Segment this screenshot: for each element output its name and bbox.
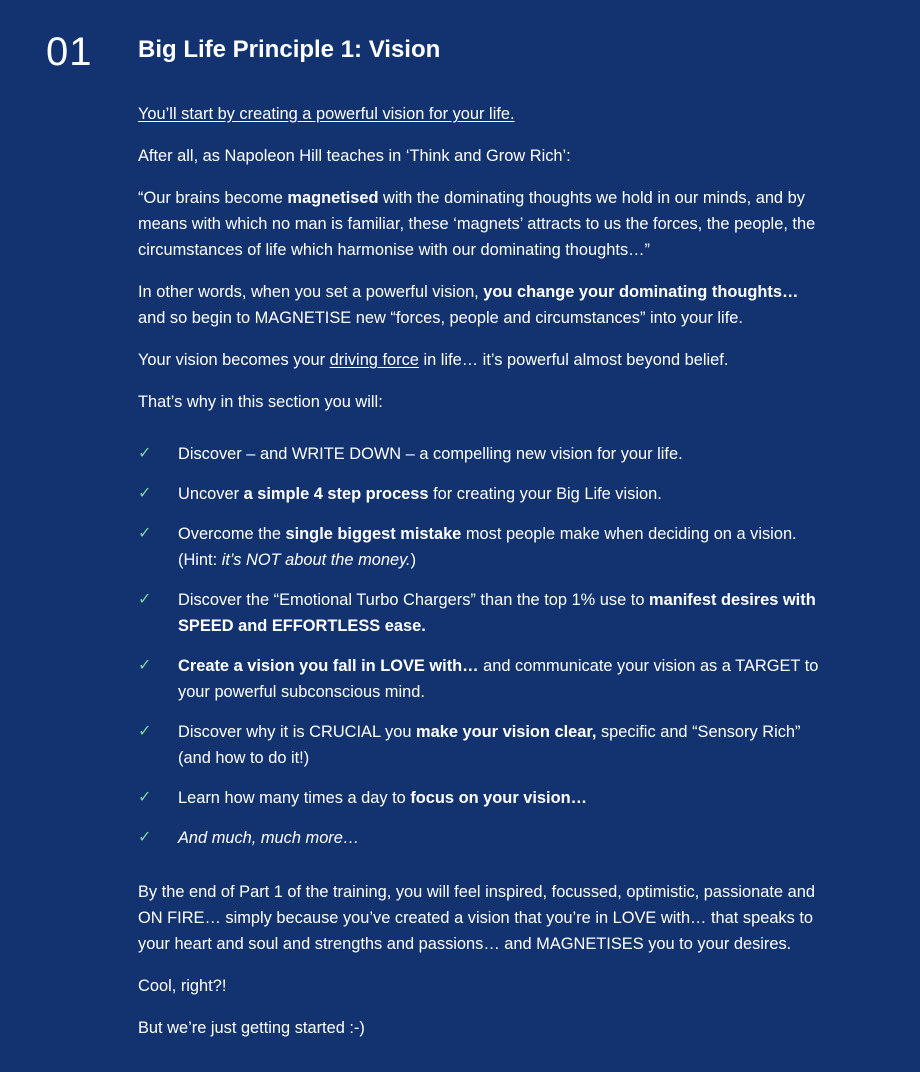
item-italic: it’s NOT about the money. [221, 551, 411, 569]
check-icon: ✓ [138, 445, 152, 462]
explanation-pre: In other words, when you set a powerful vision, [138, 283, 484, 301]
check-icon: ✓ [138, 591, 152, 608]
driving-force-post: in life… it’s powerful almost beyond belief. [418, 351, 729, 369]
item-text: Discover the “Emotional Turbo Chargers” than the top 1% use to [178, 591, 650, 609]
explanation-post: and so begin to MAGNETISE new “forces, people and circumstances” into your life. [138, 309, 743, 327]
list-item [138, 785, 828, 811]
check-icon: ✓ [138, 829, 152, 846]
list-item [138, 719, 828, 771]
item-bold: single biggest mistake [285, 525, 462, 543]
item-text: for creating your Big Life vision. [428, 485, 662, 503]
explanation-bold: you change your dominating thoughts… [483, 283, 799, 301]
quote-post: with the dominating thoughts we hold in our minds, and by means with which no man is familiar, these ‘magnets’ attracts to us the forces, the people, the circumstances of life which harmonise with our dominating thoughts…” [138, 189, 816, 259]
check-icon: ✓ [138, 723, 152, 740]
section-content [138, 101, 828, 1057]
section-number: 01 [46, 30, 93, 74]
item-text: Discover – and WRITE DOWN – a compelling new vision for your life. [178, 445, 683, 463]
item-text: ) [410, 551, 417, 569]
item-bold: Create a vision you fall in LOVE with… [178, 657, 479, 675]
item-bold: focus on your vision… [410, 789, 587, 807]
lead-text: You’ll start by creating a powerful vision for your life. [138, 105, 515, 123]
quote-paragraph [138, 185, 828, 263]
check-icon: ✓ [138, 789, 152, 806]
list-item [138, 441, 828, 467]
list-item [138, 587, 828, 639]
item-text: and communicate your vision as a TARGET to your powerful subconscious mind. [178, 657, 819, 701]
list-item [138, 653, 828, 705]
item-text: Uncover [178, 485, 244, 503]
outro-paragraph: By the end of Part 1 of the training, you will feel inspired, focussed, optimistic, passionate and ON FIRE… simply because you’ve created a vision that you’re in LOVE with… that speaks to your heart and soul and strengths and passions… and MAGNETISES you to your desires. [138, 883, 815, 953]
item-text: Overcome the [178, 525, 286, 543]
item-text: most people make when deciding on a vision. (Hint: [178, 525, 797, 569]
section-title: Big Life Principle 1: Vision [138, 36, 441, 63]
benefit-checklist [138, 441, 828, 851]
item-bold: make your vision clear, [416, 723, 597, 741]
driving-force-paragraph [138, 347, 828, 373]
list-item [138, 521, 828, 573]
item-text: specific and “Sensory Rich” (and how to do it!) [178, 723, 801, 767]
item-text: Discover why it is CRUCIAL you [178, 723, 417, 741]
check-icon: ✓ [138, 657, 152, 674]
section-lead-in: That’s why in this section you will: [138, 393, 383, 411]
item-italic: And much, much more… [178, 829, 360, 847]
outro-closing: But we’re just getting started :-) [138, 1019, 365, 1037]
quote-bold: magnetised [287, 189, 379, 207]
check-icon: ✓ [138, 525, 152, 542]
item-bold: a simple 4 step process [243, 485, 429, 503]
quote-pre: “Our brains become [138, 189, 288, 207]
item-text: Learn how many times a day to [178, 789, 411, 807]
outro-cool: Cool, right?! [138, 977, 227, 995]
list-item [138, 481, 828, 507]
driving-force-underline: driving force [329, 351, 419, 369]
list-item [138, 825, 828, 851]
item-bold: manifest desires with SPEED and EFFORTLESS ease. [178, 591, 816, 635]
intro-paragraph: After all, as Napoleon Hill teaches in ‘Think and Grow Rich’: [138, 147, 571, 165]
lead-paragraph [138, 101, 828, 127]
explanation-paragraph [138, 279, 828, 331]
driving-force-pre: Your vision becomes your [138, 351, 330, 369]
check-icon: ✓ [138, 485, 152, 502]
